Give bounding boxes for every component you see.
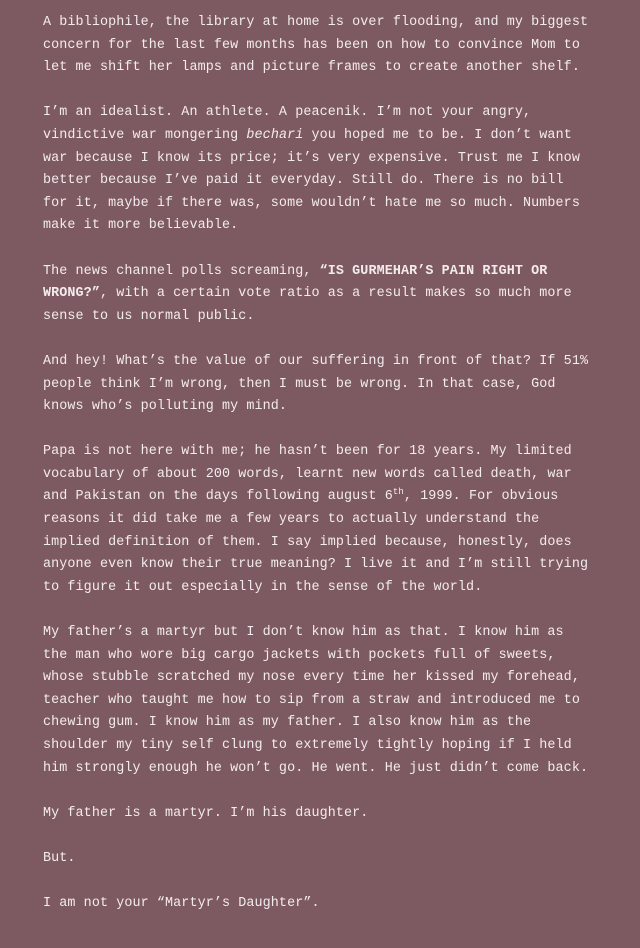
text-line xyxy=(43,35,616,58)
text-run: concern for the last few months has been on how to convince Mom to xyxy=(43,37,580,53)
text-line xyxy=(43,283,616,306)
text-line xyxy=(43,509,616,532)
text-line xyxy=(43,758,616,781)
text-run: teacher who taught me how to sip from a straw and introduced me to xyxy=(43,692,580,708)
text-line xyxy=(43,803,616,826)
italic-text: bechari xyxy=(246,127,304,143)
text-run: But. xyxy=(43,850,76,866)
text-run: make it more believable. xyxy=(43,218,239,234)
text-line xyxy=(43,735,616,758)
text-line xyxy=(43,712,616,735)
text-line xyxy=(43,554,616,577)
text-run: , 1999. For obvious xyxy=(403,489,559,505)
text-run: The news channel polls screaming, xyxy=(43,263,320,279)
text-line xyxy=(43,102,616,125)
text-run: shoulder my tiny self clung to extremely tightly hoping if I held xyxy=(43,738,572,753)
text-run: better because I’ve paid it everyday. Still do. There is no bill xyxy=(43,173,564,189)
text-line xyxy=(43,848,616,871)
paragraph xyxy=(43,261,616,329)
text-line xyxy=(43,12,616,35)
text-run: you hoped me to be. I don’t want xyxy=(303,127,572,143)
text-line xyxy=(43,645,616,668)
text-run: My father’s a martyr but I don’t know him as that. I know him as xyxy=(43,625,564,641)
text-line xyxy=(43,193,616,216)
paragraph xyxy=(43,622,616,780)
text-line xyxy=(43,396,616,419)
bold-text: “IS GURMEHAR’S PAIN RIGHT OR xyxy=(319,263,548,279)
paragraph xyxy=(43,351,616,419)
text-run: him strongly enough he won’t go. He went. He just didn’t come back. xyxy=(43,760,589,776)
text-run: and Pakistan on the days following august 6 xyxy=(43,489,393,505)
text-run: , with a certain vote ratio as a result makes so much more xyxy=(99,286,572,302)
text-line xyxy=(43,690,616,713)
paragraph xyxy=(43,893,616,916)
text-line xyxy=(43,464,616,487)
text-run: war because I know its price; it’s very expensive. Trust me I know xyxy=(43,150,580,166)
text-line xyxy=(43,532,616,555)
text-run: And hey! What’s the value of our suffering in front of that? If 51% xyxy=(43,353,589,369)
text-line xyxy=(43,893,616,916)
text-run: Papa is not here with me; he hasn’t been for 18 years. My limited xyxy=(43,444,572,460)
paragraph xyxy=(43,102,616,238)
text-line xyxy=(43,261,616,284)
text-line xyxy=(43,577,616,600)
paragraph xyxy=(43,12,616,80)
text-line xyxy=(43,215,616,238)
text-line xyxy=(43,125,616,148)
text-line xyxy=(43,667,616,690)
text-run: let me shift her lamps and picture frames to create another shelf. xyxy=(43,60,580,76)
text-run: I’m an idealist. An athlete. A peacenik. I’m not your angry, xyxy=(43,105,532,121)
text-run: sense to us normal public. xyxy=(43,308,255,324)
text-run: vocabulary of about 200 words, learnt new words called death, war xyxy=(43,466,572,482)
bold-text: WRONG?” xyxy=(43,286,100,302)
text-line xyxy=(43,148,616,171)
superscript-text: th xyxy=(392,487,404,498)
text-run: I am not your “Martyr’s Daughter”. xyxy=(43,896,320,912)
text-line xyxy=(43,57,616,80)
text-line xyxy=(43,306,616,329)
text-run: people think I’m wrong, then I must be wrong. In that case, God xyxy=(43,376,556,392)
text-run: My father is a martyr. I’m his daughter. xyxy=(43,805,369,821)
text-line xyxy=(43,374,616,397)
text-line xyxy=(43,486,616,509)
text-run: for it, maybe if there was, some wouldn’t hate me so much. Numbers xyxy=(43,195,580,211)
text-run: whose stubble scratched my nose every time her kissed my forehead, xyxy=(43,670,580,686)
text-line xyxy=(43,441,616,464)
paragraph xyxy=(43,803,616,826)
text-run: reasons it did take me a few years to actually understand the xyxy=(43,512,540,528)
text-run: to figure it out especially in the sense of the world. xyxy=(43,579,483,595)
paragraph xyxy=(43,441,616,599)
text-line xyxy=(43,170,616,193)
text-run: anyone even know their true meaning? I live it and I’m still trying xyxy=(43,557,589,573)
text-run: A bibliophile, the library at home is over flooding, and my biggest xyxy=(43,15,589,30)
text-run: the man who wore big cargo jackets with pockets full of sweets, xyxy=(43,647,556,663)
text-run: chewing gum. I know him as my father. I also know him as the xyxy=(43,715,532,731)
text-run: vindictive war mongering xyxy=(43,127,247,143)
text-line xyxy=(43,622,616,645)
text-run: implied definition of them. I say implied because, honestly, does xyxy=(43,534,572,550)
text-run: knows who’s polluting my mind. xyxy=(43,399,288,415)
text-line xyxy=(43,351,616,374)
paragraph xyxy=(43,848,616,871)
